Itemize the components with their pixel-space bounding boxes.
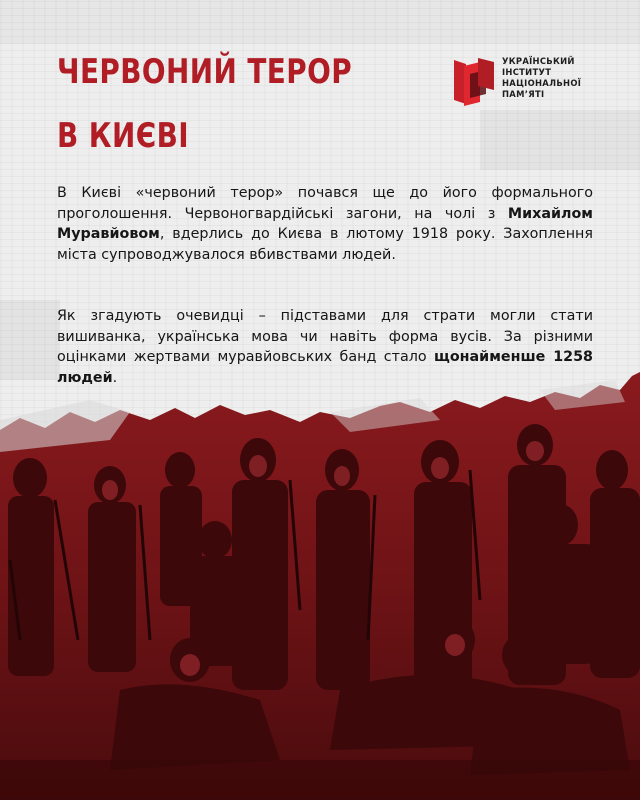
page-title-line-2: В КИЄВІ (57, 116, 190, 156)
victims-count: щонайменше 1258 людей (57, 349, 593, 386)
paragraph-text: Як згадують очевидці – підставами для страти могли стати вишиванка, українська мова чи навіть форма вусів. За різними оцінками жертвами муравйовських банд стало (57, 308, 593, 365)
logo-text-line: НАЦІОНАЛЬНОЇ (502, 78, 582, 88)
logo-text-line: УКРАЇНСЬКИЙ (502, 56, 575, 66)
logo-text-line: ПАМ’ЯТІ (502, 89, 545, 99)
paragraph-text: В Києві «червоний терор» почався ще до його формального проголошення. Червоногвардійські загони, на чолі з (57, 185, 593, 222)
paragraph-text: , вдерлись до Києва в лютому 1918 року. Захоплення міста супроводжувалося вбивствами людей. (57, 226, 593, 263)
commander-name: Михайлом Муравйовом (57, 205, 593, 242)
paragraph-text: . (112, 369, 118, 386)
logo-text-line: ІНСТИТУТ (502, 67, 552, 77)
page-title: ЧЕРВОНИЙ ТЕРОР (57, 52, 353, 92)
